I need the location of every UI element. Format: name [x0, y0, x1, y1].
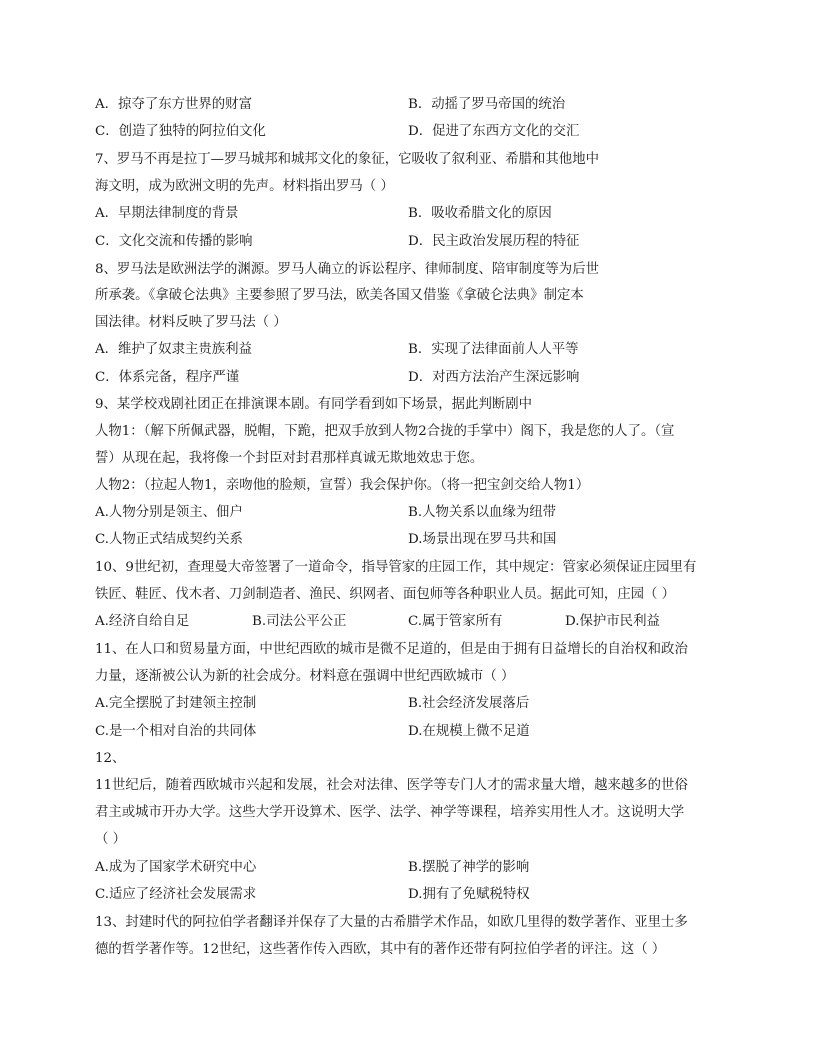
q7-option-d: D．民主政治发展历程的特征: [408, 234, 580, 249]
q9-option-c: C.人物正式结成契约关系: [95, 532, 243, 547]
q7-option-c: C．文化交流和传播的影响: [95, 234, 253, 249]
q8-option-a: A．维护了奴隶主贵族利益: [95, 342, 252, 357]
q11-stem-line1: 11、在人口和贸易量方面，中世纪西欧的城市是微不足道的，但是由于拥有日益增长的自治权和政治: [95, 642, 688, 657]
q9-option-d: D.场景出现在罗马共和国: [408, 532, 557, 547]
q9-option-b: B.人物关系以血缘为纽带: [408, 505, 557, 520]
q8-option-c: C．体系完备，程序严谨: [95, 370, 240, 385]
q13-stem-line2: 德的哲学著作等。12世纪，这些著作传入西欧，其中有的著作还带有阿拉伯学者的评注。这（ ）: [95, 942, 666, 957]
q10-stem-line1: 10、9世纪初，查理曼大帝签署了一道命令，指导管家的庄园工作，其中规定：管家必须保证庄园里有: [95, 560, 697, 575]
q12-option-d: D.拥有了免赋税特权: [408, 887, 530, 902]
q8-stem-line1: 8、罗马法是欧洲法学的渊源。罗马人确立的诉讼程序、律师制度、陪审制度等为后世: [95, 262, 599, 277]
q8-option-b: B．实现了法律面前人人平等: [408, 342, 579, 357]
q10-option-a: A.经济自给自足: [95, 614, 190, 629]
q7-option-a: A．早期法律制度的背景: [95, 206, 239, 221]
q12-stem-line3: （ ）: [95, 832, 127, 847]
q6-option-a: A．掠夺了东方世界的财富: [95, 97, 252, 112]
q12-option-b: B.摆脱了神学的影响: [408, 860, 530, 875]
q6-option-c: C．创造了独特的阿拉伯文化: [95, 124, 266, 139]
q12-option-a: A.成为了国家学术研究中心: [95, 860, 257, 875]
q8-stem-line3: 国法律。材料反映了罗马法（ ）: [95, 315, 287, 330]
q10-option-c: C.属于管家所有: [408, 614, 503, 629]
q12-option-c: C.适应了经济社会发展需求: [95, 887, 257, 902]
q10-option-b: B.司法公平公正: [252, 614, 347, 629]
q12-number: 12、: [95, 751, 126, 766]
q9-stem-line1: 9、某学校戏剧社团正在排演课本剧。有同学看到如下场景，据此判断剧中: [95, 397, 533, 412]
q7-option-b: B．吸收希腊文化的原因: [408, 206, 552, 221]
q9-stem-line4: 人物2：（拉起人物1，亲吻他的脸颊，宣誓）我会保护你。（将一把宝剑交给人物1）: [95, 478, 590, 493]
q9-option-a: A.人物分别是领主、佃户: [95, 505, 243, 520]
q12-stem-line2: 君主或城市开办大学。这些大学开设算术、医学、法学、神学等课程，培养实用性人才。这说明大学: [95, 805, 685, 820]
q11-option-d: D.在规模上微不足道: [408, 724, 530, 739]
q11-option-a: A.完全摆脱了封建领主控制: [95, 696, 257, 711]
q7-stem-line2: 海文明，成为欧洲文明的先声。材料指出罗马（ ）: [95, 179, 394, 194]
q9-stem-line2: 人物1：（解下所佩武器，脱帽，下跪，把双手放到人物2合拢的手掌中）阁下，我是您的人了。（宣: [95, 424, 675, 439]
q10-option-d: D.保护市民利益: [565, 614, 660, 629]
q7-stem-line1: 7、罗马不再是拉丁—罗马城邦和城邦文化的象征，它吸收了叙利亚、希腊和其他地中: [95, 152, 599, 167]
q12-stem-line1: 11世纪后，随着西欧城市兴起和发展，社会对法律、医学等专门人才的需求量大增，越来越多的世俗: [95, 778, 688, 793]
q10-stem-line2: 铁匠、鞋匠、伐木者、刀剑制造者、渔民、织网者、面包师等各种职业人员。据此可知，庄园（ ）: [95, 587, 676, 602]
q8-stem-line2: 所承袭。《拿破仑法典》主要参照了罗马法，欧美各国又借鉴《拿破仑法典》制定本: [95, 288, 584, 303]
q11-option-c: C.是一个相对自治的共同体: [95, 724, 257, 739]
q9-stem-line3: 誓）从现在起，我将像一个封臣对封君那样真诚无欺地效忠于您。: [95, 451, 484, 466]
q11-stem-line2: 力量，逐渐被公认为新的社会成分。材料意在强调中世纪西欧城市（ ）: [95, 669, 515, 684]
q13-stem-line1: 13、封建时代的阿拉伯学者翻译并保存了大量的古希腊学术作品，如欧几里得的数学著作、亚里士多: [95, 915, 688, 930]
q6-option-d: D．促进了东西方文化的交汇: [408, 124, 580, 139]
q6-option-b: B．动摇了罗马帝国的统治: [408, 97, 566, 112]
q11-option-b: B.社会经济发展落后: [408, 696, 530, 711]
q8-option-d: D．对西方法治产生深远影响: [408, 370, 580, 385]
